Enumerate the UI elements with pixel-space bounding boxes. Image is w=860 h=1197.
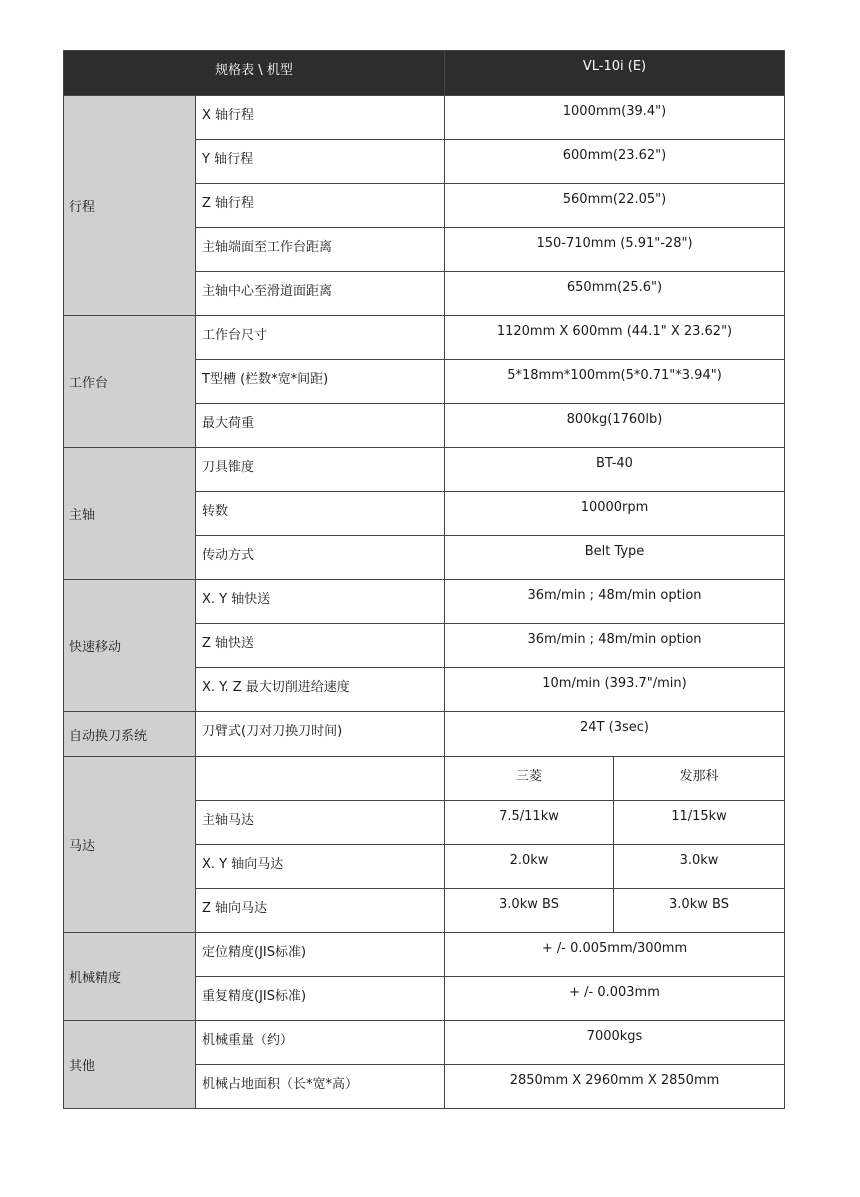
spec-value: 650mm(25.6") — [445, 272, 785, 316]
spec-item-label: X 轴行程 — [196, 96, 445, 140]
group-label: 工作台 — [64, 316, 196, 448]
spec-value-fanuc: 3.0kw BS — [614, 889, 785, 933]
spec-item-label: T型槽 (栏数*宽*间距) — [196, 360, 445, 404]
spec-value: 7000kgs — [445, 1021, 785, 1065]
spec-value: 24T (3sec) — [445, 712, 785, 757]
spec-item-label: 主轴中心至滑道面距离 — [196, 272, 445, 316]
spec-item-label: 主轴端面至工作台距离 — [196, 228, 445, 272]
spec-item-label: 最大荷重 — [196, 404, 445, 448]
spec-item-label: 刀具锥度 — [196, 448, 445, 492]
spec-value: 10000rpm — [445, 492, 785, 536]
spec-value: + /- 0.005mm/300mm — [445, 933, 785, 977]
group-label: 其他 — [64, 1021, 196, 1109]
spec-item-label: 主轴马达 — [196, 801, 445, 845]
spec-value: 36m/min ; 48m/min option — [445, 580, 785, 624]
spec-item-label: Z 轴快送 — [196, 624, 445, 668]
spec-item-label: 刀臂式(刀对刀换刀时间) — [196, 712, 445, 757]
spec-value: 10m/min (393.7"/min) — [445, 668, 785, 712]
spec-item-label: X. Y 轴快送 — [196, 580, 445, 624]
group-label: 自动换刀系统 — [64, 712, 196, 757]
table-row — [64, 580, 785, 624]
spec-item-label: 重复精度(JIS标准) — [196, 977, 445, 1021]
spec-item-label: 传动方式 — [196, 536, 445, 580]
group-label: 快速移动 — [64, 580, 196, 712]
spec-value: + /- 0.003mm — [445, 977, 785, 1021]
table-row — [64, 448, 785, 492]
spec-item-label: Y 轴行程 — [196, 140, 445, 184]
spec-value: 800kg(1760lb) — [445, 404, 785, 448]
table-row — [64, 933, 785, 977]
group-label: 行程 — [64, 96, 196, 316]
table-header-row — [64, 51, 785, 96]
spec-value: 1000mm(39.4") — [445, 96, 785, 140]
spec-value-fanuc: 11/15kw — [614, 801, 785, 845]
spec-value-fanuc: 发那科 — [614, 757, 785, 801]
spec-value: 560mm(22.05") — [445, 184, 785, 228]
spec-item-label: 工作台尺寸 — [196, 316, 445, 360]
spec-value: 36m/min ; 48m/min option — [445, 624, 785, 668]
spec-item-label: Z 轴向马达 — [196, 889, 445, 933]
table-row — [64, 96, 785, 140]
group-label: 机械精度 — [64, 933, 196, 1021]
spec-item-label: Z 轴行程 — [196, 184, 445, 228]
spec-value: BT-40 — [445, 448, 785, 492]
spec-value-mitsubishi: 2.0kw — [445, 845, 614, 889]
table-row — [64, 757, 785, 801]
spec-table-body — [64, 96, 785, 1109]
spec-item-label: 转数 — [196, 492, 445, 536]
spec-value-mitsubishi: 7.5/11kw — [445, 801, 614, 845]
spec-value: 1120mm X 600mm (44.1" X 23.62") — [445, 316, 785, 360]
model-header: VL-10i (E) — [445, 51, 785, 96]
spec-item-label: 机械重量（约） — [196, 1021, 445, 1065]
spec-item-label: X. Y 轴向马达 — [196, 845, 445, 889]
spec-value-mitsubishi: 三菱 — [445, 757, 614, 801]
spec-value: 2850mm X 2960mm X 2850mm — [445, 1065, 785, 1109]
spec-value: Belt Type — [445, 536, 785, 580]
spec-value-mitsubishi: 3.0kw BS — [445, 889, 614, 933]
spec-value: 600mm(23.62") — [445, 140, 785, 184]
table-row — [64, 1021, 785, 1065]
spec-value: 5*18mm*100mm(5*0.71"*3.94") — [445, 360, 785, 404]
spec-item-label: X. Y. Z 最大切削进给速度 — [196, 668, 445, 712]
spec-value: 150-710mm (5.91"-28") — [445, 228, 785, 272]
spec-item-label — [196, 757, 445, 801]
spec-label-header: 规格表 \ 机型 — [64, 51, 445, 96]
spec-value-fanuc: 3.0kw — [614, 845, 785, 889]
spec-item-label: 定位精度(JIS标准) — [196, 933, 445, 977]
group-label: 主轴 — [64, 448, 196, 580]
group-label: 马达 — [64, 757, 196, 933]
table-row — [64, 316, 785, 360]
table-row — [64, 712, 785, 757]
spec-item-label: 机械占地面积（长*宽*高） — [196, 1065, 445, 1109]
spec-table — [63, 50, 785, 1109]
